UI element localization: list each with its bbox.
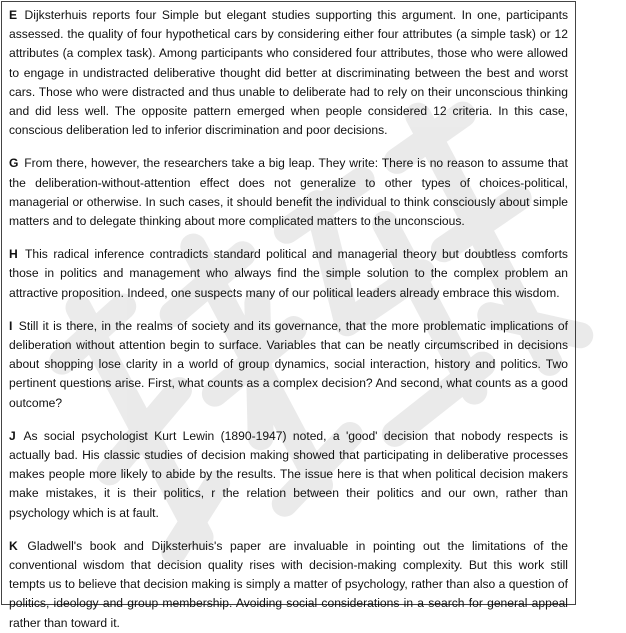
- paragraph-g: [9, 154, 568, 231]
- paragraph-e: [9, 6, 568, 140]
- paragraph-j: [9, 427, 568, 523]
- paragraph-h: [9, 245, 568, 303]
- paragraph-text: Gladwell's book and Dijksterhuis's paper are invaluable in pointing out the limitations of the conventional wisdom that decision quality rises with decision-making complexity. But this work still tempts us to believe that decision making is simply a matter of psychology, rather than also a question of politics, ideology and group membership. Avoiding social considerations in a search for general appeal rather than toward it.: [9, 538, 568, 630]
- paragraph-text: As social psychologist Kurt Lewin (1890-1947) noted, a 'good' decision that nobody respects is actually bad. His classic studies of decision making showed that participating in deliberative processes makes people more likely to abide by the results. The issue here is that when political decision makers make mistakes, it is their politics, r the relation between their politics and our own, rather than psychology which is at fault.: [9, 428, 568, 520]
- paragraph-text: Still it is there, in the realms of society and its governance, that the more problematic implications of deliberation without attention begin to surface. Variables that can be neatly circumscribed in decisions about shopping lose clarity in a world of group dynamics, social interaction, history and politics. Two pertinent questions arise. First, what counts as a complex decision? And second, what counts as a good outcome?: [9, 318, 568, 410]
- document-frame: [1, 1, 576, 630]
- document-body: [2, 2, 575, 633]
- paragraph-letter: H: [9, 247, 18, 262]
- paragraph-letter: J: [9, 428, 16, 443]
- paragraph-text: This radical inference contradicts standard political and managerial theory but doubtless comforts those in politics and management who always find the simple solution to the complex problem an attractive proposition. Indeed, one suspects many of our political leaders already embrace this wisdom.: [9, 247, 568, 300]
- paragraph-letter: E: [9, 8, 18, 22]
- paragraph-text: Dijksterhuis reports four Simple but elegant studies supporting this argument. In one, participants assessed. the quality of four hypothetical cars by considering either four attributes (a simple task) or 12 attributes (a complex task). Among participants who considered four attributes, those who were allowed to engage in undistracted deliberative thought did better at discriminating between the best and worst cars. Those who were distracted and thus unable to deliberate had to rely on their unconscious thinking and did less well. The opposite pattern emerged when people considered 12 criteria. In this case, conscious deliberation led to inferior discrimination and poor decisions.: [9, 8, 568, 138]
- paragraph-letter: I: [9, 318, 13, 333]
- paragraph-text: From there, however, the researchers take a big leap. They write: There is no reason to assume that the deliberation-without-attention effect does not generalize to other types of choices-political, managerial or otherwise. In such cases, it should benefit the individual to think consciously about simple matters and to delegate thinking about more complicated matters to the unconscious.: [9, 156, 568, 229]
- paragraph-letter: G: [9, 156, 19, 171]
- paragraph-letter: K: [9, 538, 18, 553]
- paragraph-k: [9, 537, 568, 633]
- paragraph-i: [9, 317, 568, 413]
